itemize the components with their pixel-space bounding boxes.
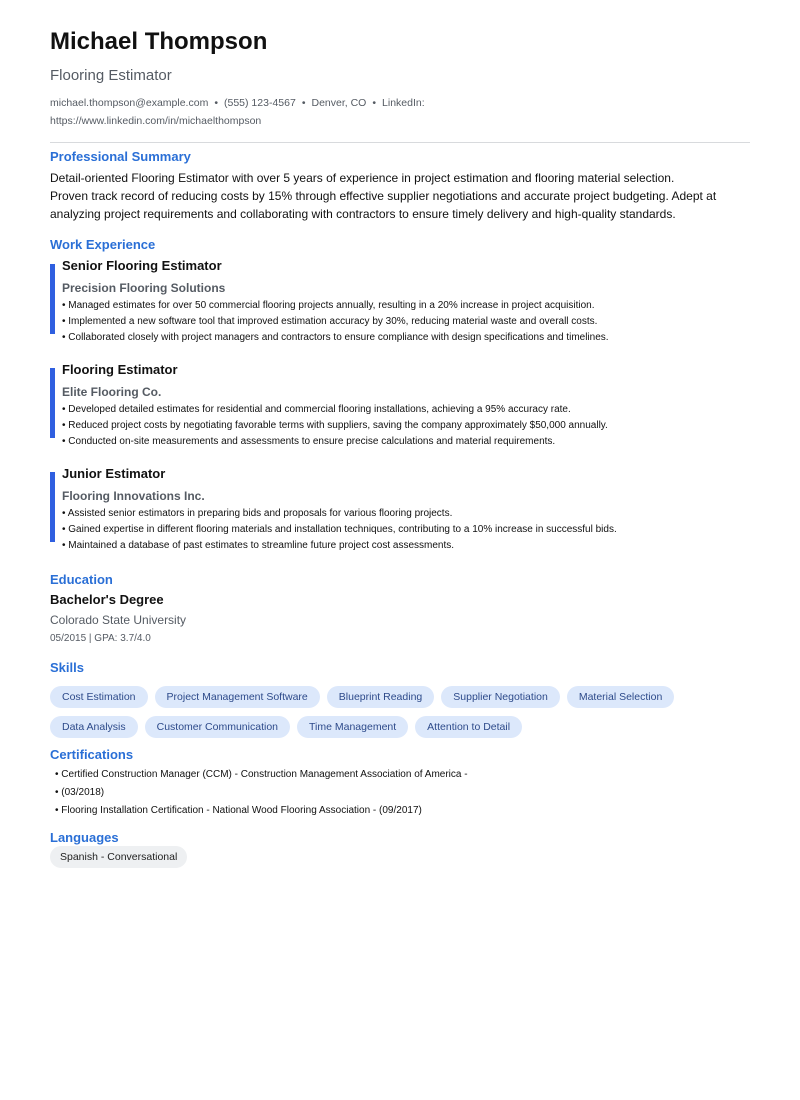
job-accent-bar xyxy=(50,264,55,334)
experience-section xyxy=(50,237,750,554)
certifications-list xyxy=(50,766,750,820)
job-bullet: • Reduced project costs by negotiating favorable terms with suppliers, saving the company approximately $50,000 annually. xyxy=(62,420,608,431)
summary-section xyxy=(50,149,750,223)
job-bullet: • Maintained a database of past estimates to streamline future project cost assessments. xyxy=(62,540,455,551)
email-link[interactable]: michael.thompson@example.com xyxy=(50,97,209,109)
skill-chip: Time Management xyxy=(297,716,408,738)
education-section xyxy=(50,572,750,646)
linkedin-label: LinkedIn: xyxy=(382,97,425,109)
contact-line xyxy=(50,94,470,130)
job-entry xyxy=(50,466,750,554)
skills-heading: Skills xyxy=(50,660,84,675)
phone-text: (555) 123-4567 xyxy=(224,97,296,109)
job-bullet: • Gained expertise in different flooring materials and installation techniques, contributing to a 10% increase in successful bids. xyxy=(62,524,617,535)
job-bullet: • Assisted senior estimators in preparing bids and proposals for various flooring projects. xyxy=(62,508,453,519)
job-title: Junior Estimator xyxy=(62,466,166,481)
experience-heading: Work Experience xyxy=(50,237,156,252)
certification-item: • (03/2018) xyxy=(55,787,105,798)
job-entry xyxy=(50,362,750,450)
education-meta: 05/2015 | GPA: 3.7/4.0 xyxy=(50,633,151,644)
job-title: Flooring Estimator xyxy=(62,362,178,377)
contact-separator: • xyxy=(214,97,218,109)
certification-item: • Flooring Installation Certification - National Wood Flooring Association - (09/2017) xyxy=(55,805,422,816)
skill-chip: Cost Estimation xyxy=(50,686,148,708)
header-divider xyxy=(50,142,750,143)
contact-separator: • xyxy=(301,97,306,109)
candidate-title: Flooring Estimator xyxy=(50,67,172,84)
education-heading: Education xyxy=(50,572,113,587)
languages-section xyxy=(50,830,750,868)
job-bullets xyxy=(62,402,750,450)
job-bullets xyxy=(62,506,750,554)
summary-text xyxy=(50,169,750,223)
skill-chip: Customer Communication xyxy=(145,716,290,738)
skill-chip: Blueprint Reading xyxy=(327,686,434,708)
skills-section xyxy=(50,660,750,738)
skill-chip: Supplier Negotiation xyxy=(441,686,560,708)
job-company: Precision Flooring Solutions xyxy=(62,281,226,295)
skills-chip-list xyxy=(50,686,750,738)
summary-line: Detail-oriented Flooring Estimator with over 5 years of experience in project estimation and flooring material selection. xyxy=(50,171,675,185)
job-bullet: • Implemented a new software tool that improved estimation accuracy by 30%, reducing material waste and overall costs. xyxy=(62,316,598,327)
linkedin-link[interactable]: https://www.linkedin.com/in/michaelthompson xyxy=(50,115,262,127)
contact-separator: • xyxy=(372,97,377,109)
job-bullets xyxy=(62,298,750,346)
location-text: Denver, CO xyxy=(311,97,367,109)
job-bullet: • Managed estimates for over 50 commercial flooring projects annually, resulting in a 20% increase in project acquisition. xyxy=(62,300,595,311)
skill-chip: Material Selection xyxy=(567,686,674,708)
job-company: Flooring Innovations Inc. xyxy=(62,489,205,503)
skill-chip: Data Analysis xyxy=(50,716,138,738)
languages-heading: Languages xyxy=(50,830,119,845)
certifications-section xyxy=(50,747,750,820)
job-entry xyxy=(50,258,750,346)
job-company: Elite Flooring Co. xyxy=(62,385,162,399)
job-title: Senior Flooring Estimator xyxy=(62,258,222,273)
summary-heading: Professional Summary xyxy=(50,149,191,164)
job-bullet: • Collaborated closely with project managers and contractors to ensure compliance with design specifications and timelines. xyxy=(62,332,609,343)
education-degree: Bachelor's Degree xyxy=(50,592,164,607)
skill-chip: Project Management Software xyxy=(155,686,320,708)
job-bullet: • Conducted on-site measurements and assessments to ensure precise calculations and material requirements. xyxy=(62,436,556,447)
summary-line: Proven track record of reducing costs by 15% through effective supplier negotiations and accurate project budgeting. Adept at analyzing project requirements and collaborating with contractors to ensure timely delivery and high-quality standards. xyxy=(50,189,717,221)
certification-item: • Certified Construction Manager (CCM) - Construction Management Association of America - xyxy=(55,769,468,780)
job-accent-bar xyxy=(50,368,55,438)
language-chip: Spanish - Conversational xyxy=(50,846,187,868)
certifications-heading: Certifications xyxy=(50,747,134,762)
skill-chip: Attention to Detail xyxy=(415,716,522,738)
job-bullet: • Developed detailed estimates for residential and commercial flooring installations, achieving a 95% accuracy rate. xyxy=(62,404,571,415)
candidate-name: Michael Thompson xyxy=(50,28,268,55)
education-school: Colorado State University xyxy=(50,613,187,627)
job-accent-bar xyxy=(50,472,55,542)
